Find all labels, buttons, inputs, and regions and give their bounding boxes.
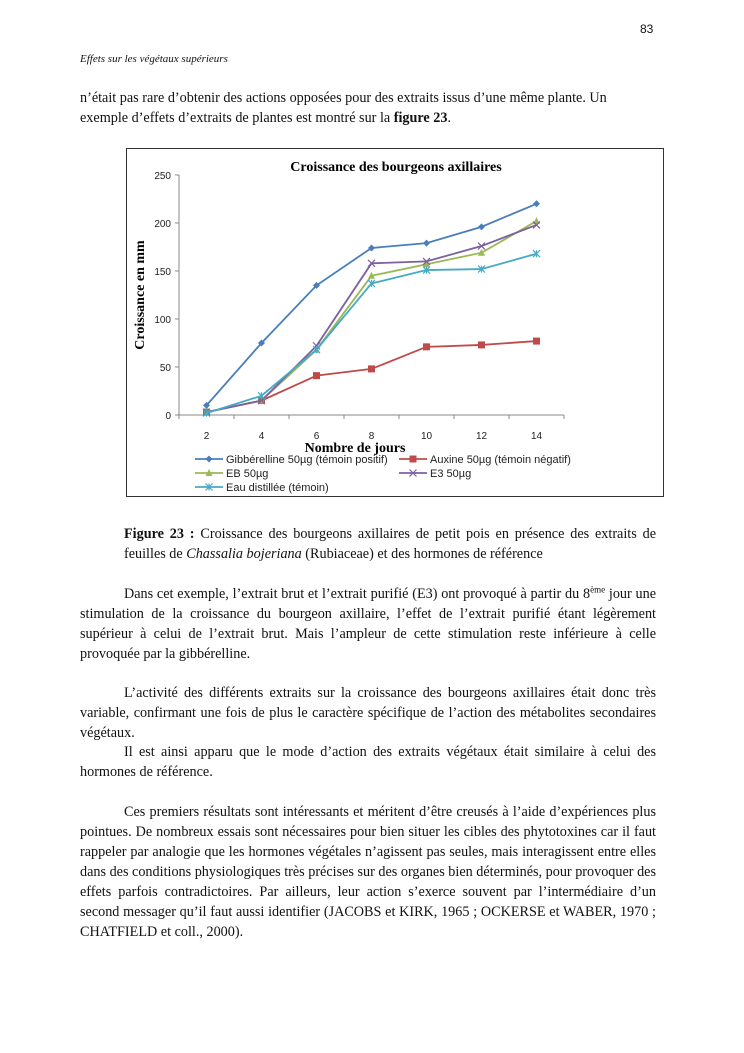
x-tick-label: 12 bbox=[475, 431, 488, 442]
paragraph-1-text: Dans cet exemple, l’extrait brut et l’extrait purifié (E3) ont provoqué à partir du 8 bbox=[124, 586, 591, 602]
series-line bbox=[207, 225, 537, 412]
caption-text-end: (Rubiaceae) et des hormones de référence bbox=[301, 546, 543, 562]
intro-paragraph bbox=[80, 88, 656, 128]
species-name: Chassalia bojeriana bbox=[186, 546, 302, 562]
legend-item: E3 50µg bbox=[430, 468, 472, 480]
y-tick-label: 0 bbox=[165, 411, 171, 422]
chart-container bbox=[126, 148, 664, 497]
intro-line-2-suffix: . bbox=[447, 110, 452, 126]
y-tick-label: 100 bbox=[154, 315, 171, 326]
running-title: Effets sur les végétaux supérieurs bbox=[80, 53, 228, 65]
y-tick-label: 50 bbox=[159, 363, 171, 374]
y-tick-label: 250 bbox=[154, 171, 171, 182]
x-axis-label: Nombre de jours bbox=[304, 441, 406, 456]
y-tick-label: 200 bbox=[154, 219, 171, 230]
legend-item: EB 50µg bbox=[226, 468, 269, 480]
y-tick-label: 150 bbox=[154, 267, 171, 278]
paragraph-3: Il est ainsi apparu que le mode d’action des extraits végétaux était similaire à celui des hormones de référence. bbox=[80, 744, 656, 780]
x-tick-label: 6 bbox=[313, 431, 320, 442]
legend-item: Auxine 50µg (témoin négatif) bbox=[430, 454, 571, 466]
x-tick-label: 8 bbox=[368, 431, 375, 442]
figure-reference: figure 23 bbox=[393, 110, 448, 126]
legend-item: Gibbérelline 50µg (témoin positif) bbox=[226, 454, 388, 466]
x-tick-label: 2 bbox=[203, 431, 210, 442]
legend-item: Eau distillée (témoin) bbox=[226, 482, 329, 494]
y-axis-label: Croissance en mm bbox=[133, 240, 148, 350]
intro-line-2-prefix: exemple d’effets d’extraits de plantes est montré sur la bbox=[80, 110, 394, 126]
paragraph-1 bbox=[80, 584, 656, 664]
figure-caption bbox=[124, 524, 656, 564]
x-tick-label: 10 bbox=[420, 431, 433, 442]
line-chart bbox=[127, 149, 665, 498]
x-tick-label: 14 bbox=[530, 431, 543, 442]
caption-label: Figure 23 : bbox=[124, 526, 195, 542]
series-line bbox=[207, 204, 537, 406]
x-tick-label: 4 bbox=[258, 431, 265, 442]
chart-title: Croissance des bourgeons axillaires bbox=[290, 160, 502, 175]
paragraph-1-text-end: jour une stimulation de la croissance du bourgeon axillaire, l’effet de l’extrait purifié étant légèrement supérieur à celui de l’extrait brut. Mais l’ampleur de cette stimulation reste inférieure à celle provoquée par la gibbérelline. bbox=[80, 586, 656, 662]
paragraph-4: Ces premiers résultats sont intéressants et méritent d’être creusés à l’aide d’expériences plus pointues. De nombreux essais sont nécessaires pour bien situer les cibles des phytotoxines car il faut rappeler par analogie que les hormones végétales n’agissent pas seules, mais interagissent entre elles dans des conditions physiologiques très précises sur des organes bien déterminés, pour provoquer des effets parfois contradictoires. Par ailleurs, leur action s’exerce souvent par l’intermédiaire d’un second messager qu’il faut aussi identifier (JACOBS et KIRK, 1965 ; OCKERSE et WABER, 1970 ; CHATFIELD et coll., 2000). bbox=[80, 804, 656, 940]
intro-line-1: n’était pas rare d’obtenir des actions opposées pour des extraits issus d’une même plante. Un bbox=[80, 90, 607, 106]
page-number: 83 bbox=[640, 22, 654, 36]
superscript: ème bbox=[590, 584, 606, 595]
caption-text: Croissance des bourgeons axillaires de petit pois en présence des extraits de feuilles de bbox=[124, 526, 656, 562]
paragraph-2: L’activité des différents extraits sur la croissance des bourgeons axillaires était donc très variable, confirmant une fois de plus le caractère spécifique de l’action des métabolites secondaires végétaux. bbox=[80, 685, 656, 741]
